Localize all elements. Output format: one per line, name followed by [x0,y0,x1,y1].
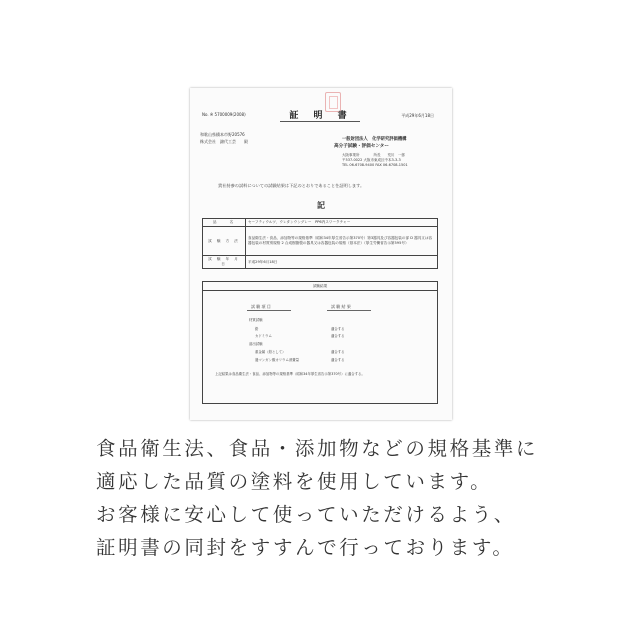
result-item-name: カドミウム [255,334,272,338]
row-label: 品 名 [203,219,246,227]
certificate-document [190,88,452,420]
row-value: セーフティウルツ、ウレタンウングレー PP6内スワークチャー [246,219,438,227]
result-item-value: 適合する [331,327,345,331]
result-item-name: 溶出試験 [249,342,263,346]
ki-heading: 記 [317,200,325,210]
result-item-name: 材質試験 [249,318,263,322]
info-table [202,218,438,269]
table-row [203,219,438,227]
doc-title: 証 明 書 [289,111,353,121]
caption-line: お客様に安心して使っていただけるよう、 [96,503,516,526]
recipient-name: 株式会社 錦代工芸 殿 [200,139,248,144]
results-col-item: 試 験 項 目 [251,304,271,309]
issuer-office: 大阪事業所 所長 荒川 一郎 [342,153,405,157]
caption-text [96,432,556,564]
result-item-value: 適合する [331,334,345,338]
caption-line: 食品衛生法、食品・添加物などの規格基準に [96,437,539,460]
issuer-org: 一般財団法人 化学研究評価機構 [342,137,407,142]
row-label: 試 験 方 法 [203,227,246,256]
col-underline [247,310,291,311]
results-note: 上記結果は食品衛生法・食品、添加物等の規格基準（昭和34年厚生省告示第370号）に適合する。 [215,372,365,376]
table-row [203,227,438,256]
recipient-address: 和歌山県橋本市野20576 [200,132,245,137]
issuer-address: 〒537-0022 大阪市東成区中本3-3-3 [342,158,401,162]
row-value: 平成29年6月18日 [246,256,438,269]
intro-text: 貴社持参の試料についての試験結果は下記のとおりであることを証明します。 [218,183,365,188]
issuer-phone: TEL 06-6708-9400 FAX 06-6708-1501 [342,163,408,167]
doc-date: 平成29年6月18日 [401,113,434,118]
caption-line: 証明書の同封をすすんで行っております。 [96,536,515,559]
row-value: 食品衛生法・食品、添加物等の規格基準（昭和34年厚生省告示第370号）第3器具及び容器包装の部 D 器具又は容器包装の材質別規格 2 合成樹脂製の器具又は容器包装の規格（基本法）（厚生労働省告示第595号） [246,227,438,256]
caption-line: 適応した品質の塗料を使用しています。 [96,470,493,493]
title-underline [280,121,360,122]
result-item-value: 適合する [331,358,345,362]
result-item-name: 過マンガン酸カリウム消費量 [255,358,300,362]
result-item-name: 重金属（鉛として） [255,350,286,354]
result-item-name: 鉛 [255,327,259,331]
table-row [203,256,438,269]
results-header: 試験結果 [203,282,437,291]
results-col-result: 試 験 結 果 [331,304,351,309]
col-underline [327,310,371,311]
doc-number: No. ※ 5700009(2008) [202,112,246,117]
results-box [202,281,438,404]
result-item-value: 適合する [331,350,345,354]
issuer-center: 高分子試験・評価センター [334,144,389,149]
row-label: 試 験 年 月 日 [203,256,246,269]
